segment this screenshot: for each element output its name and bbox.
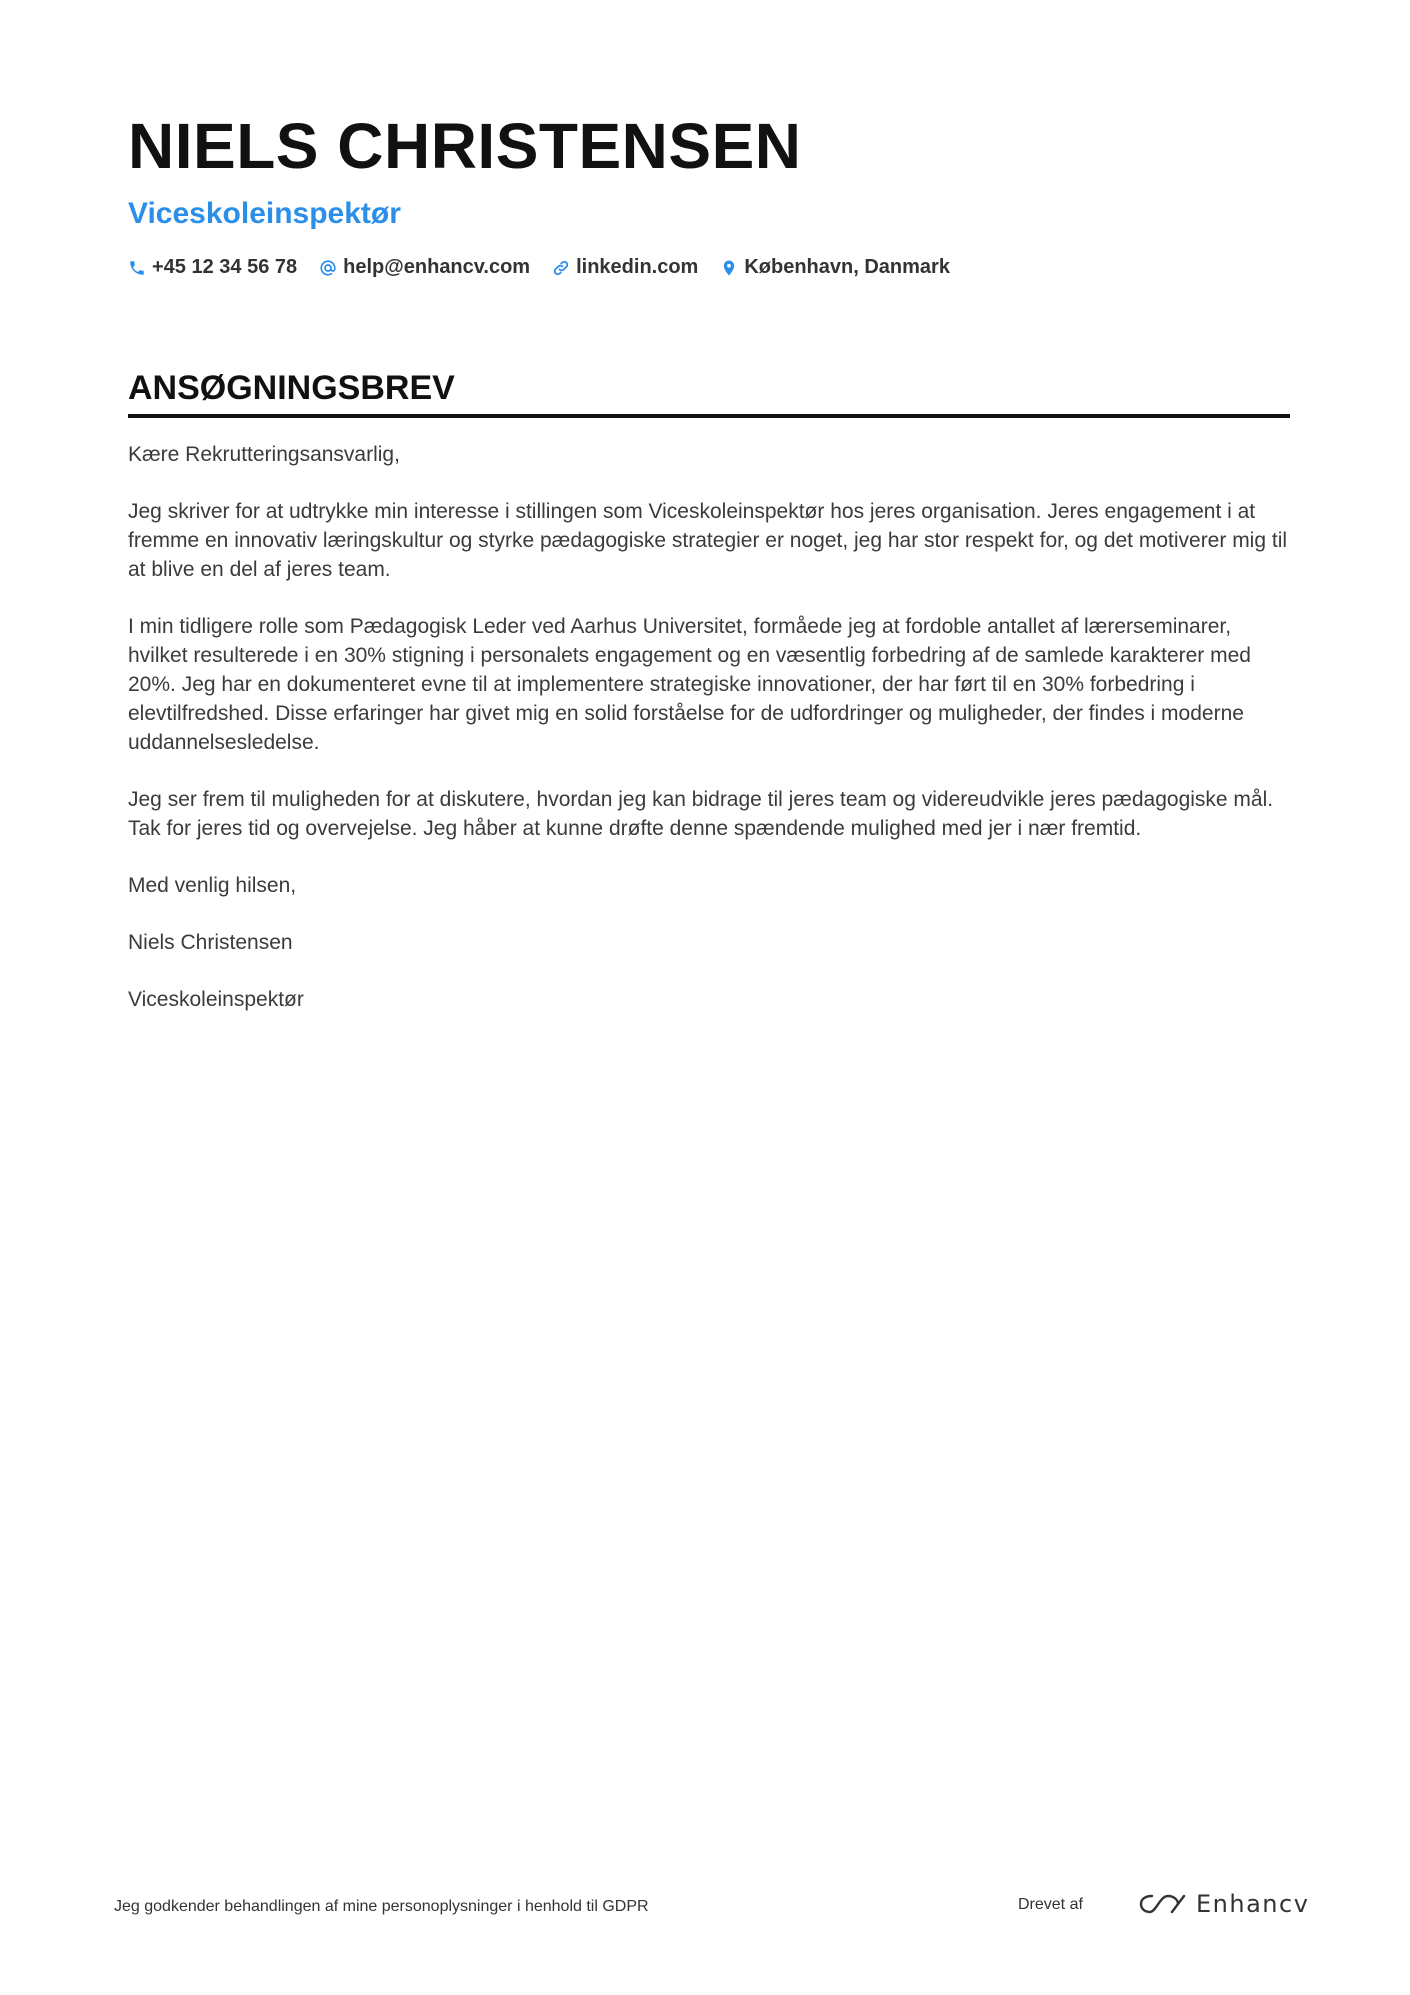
header [128,108,1288,279]
contact-phone [128,256,297,279]
signature-title: Viceskoleinspektør [128,988,304,1011]
phone-icon [128,259,146,277]
signature-name: Niels Christensen [128,931,293,954]
gdpr-consent-text: Jeg godkender behandlingen af mine personoplysninger i henhold til GDPR [114,1898,649,1915]
brand-name[interactable]: Enhancv [1196,1890,1310,1918]
contact-email-text[interactable]: help@enhancv.com [343,256,531,278]
letter-closing: Med venlig hilsen, [128,874,297,897]
candidate-name: NIELS CHRISTENSEN [128,110,802,182]
contact-phone-text: +45 12 34 56 78 [152,256,298,278]
contact-bar [128,256,1288,279]
contact-location-text: København, Danmark [744,256,950,278]
contact-linkedin[interactable] [552,256,698,279]
location-pin-icon [720,259,738,277]
letter-paragraph-3: Jeg ser frem til muligheden for at diskutere, hvordan jeg kan bidrage til jeres team og videreudvikle jeres pædagogiske mål. Tak for jeres tid og overvejelse. Jeg håber at kunne drøfte denne spændende mulighed med jer i nær fremtid. [128,788,1274,840]
contact-email[interactable] [319,256,530,279]
cover-letter-section [128,366,1290,1042]
letter-greeting: Kære Rekrutteringsansvarlig, [128,443,400,466]
candidate-role: Viceskoleinspektør [128,197,401,230]
section-title: ANSØGNINGSBREV [128,366,1290,418]
letter-body [128,440,1290,1014]
letter-paragraph-2: I min tidligere rolle som Pædagogisk Leder ved Aarhus Universitet, formåede jeg at fordoble antallet af lærerseminarer, hvilket resulterede i en 30% stigning i personalets engagement og en væsentlig forbedring af de samlede karakterer med 20%. Jeg har en dokumenteret evne til at implementere strategiske innovationer, der har ført til en 30% forbedring i elevtilfredshed. Disse erfaringer har givet mig en solid forståelse for de udfordringer og muligheder, der findes i moderne uddannelsesledelse. [128,615,1251,754]
link-icon [552,259,570,277]
letter-paragraph-1: Jeg skriver for at udtrykke min interesse i stillingen som Viceskoleinspektør hos jeres organisation. Jeres engagement i at fremme en innovativ læringskultur og styrke pædagogiske strategier er noget, jeg har stor respekt for, og det motiverer mig til at blive en del af jeres team. [128,500,1288,581]
powered-by-label: Drevet af [1018,1896,1083,1913]
brand-link[interactable] [1138,1890,1309,1918]
contact-location [720,256,950,279]
footer [114,1890,1310,1926]
at-icon [319,259,337,277]
enhancv-logo-icon [1138,1890,1186,1918]
contact-linkedin-text[interactable]: linkedin.com [576,256,699,278]
